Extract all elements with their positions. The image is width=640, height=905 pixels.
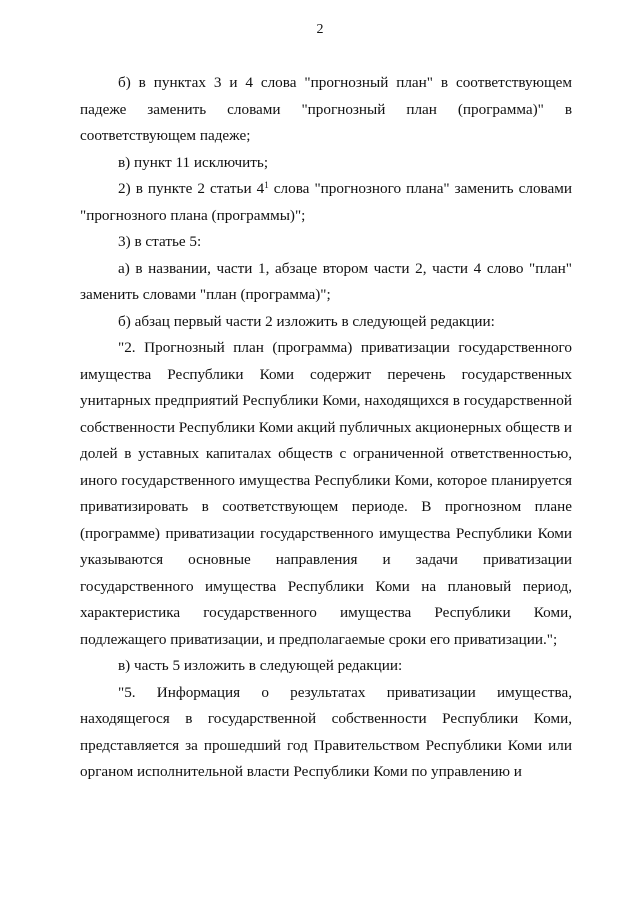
paragraph-7: "2. Прогнозный план (программа) приватизации государственного имущества Республики Коми содержит перечень государственных унитарных предприятий Республики Коми, находящихся в государственной собственности Республики Коми акций публичных акционерных обществ и долей в уставных капиталах обществ с ограниченной ответственностью, иного государственного имущества Республики Коми, которое планируется приватизировать в соответствующем периоде. В прогнозном плане (программе) приватизации государственного имущества Республики Коми указываются основные направления и задачи приватизации государственного имущества Республики Коми на плановый период, характеристика государственного имущества Республики Коми, подлежащего приватизации, и предполагаемые сроки его приватизации."; [80,339,572,648]
document-body [80,70,572,786]
paragraph-3 [80,176,572,229]
superscript: 1 [264,180,269,190]
paragraph-2: в) пункт 11 исключить; [118,153,269,171]
paragraph-6: б) абзац первый части 2 изложить в следующей редакции: [118,312,495,330]
paragraph-8: в) часть 5 изложить в следующей редакции: [118,657,403,674]
paragraph-4: 3) в статье 5: [118,233,202,250]
paragraph-3-text-rest: слова "прогнозного плана" заменить словами "прогнозного плана (программы)"; [80,180,572,224]
paragraph-1: б) в пунктах 3 и 4 слова "прогнозный план" в соответствующем падеже заменить словами "прогнозный план (программа)" в соответствующем падеже; [80,74,572,144]
page-number: 2 [316,22,324,37]
paragraph-9: "5. Информация о результатах приватизации имущества, находящегося в государственной собственности Республики Коми, представляется за прошедший год Правительством Республики Коми или органом исполнительной власти Республики Коми по управлению и [80,683,572,780]
paragraph-3-text: 2) в пункте 2 статьи 4 [118,180,265,197]
paragraph-5: а) в названии, части 1, абзаце втором части 2, части 4 слово "план" заменить словами "план (программа)"; [80,259,572,303]
